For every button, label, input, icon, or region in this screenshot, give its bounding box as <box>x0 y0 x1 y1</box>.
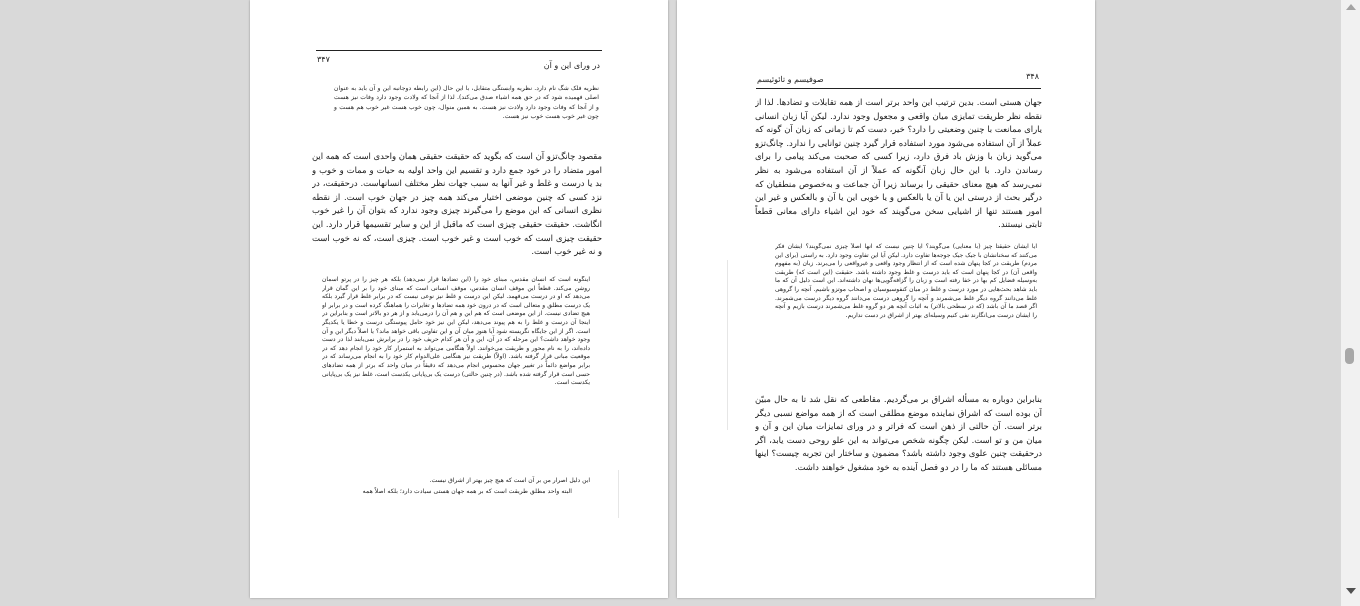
header-rule <box>756 88 1041 89</box>
scroll-up-arrow-icon[interactable] <box>1346 4 1356 10</box>
footnote-block: اینگونه است که انسان مقدس، مبنای خود را (این تضادها قرار نمی‌دهد) بلکه هر چیز را در پرتو آسمان روشن می‌کند. قطعاً این موقف انسان مقدس، موقف انسانی است که مبنای خود را بر این گمان قرار می‌دهد که او در درست می‌فهمد. لیکن این درست و غلط نیز نوعی نیست که در برابر غلط قرار گیرد بلکه یک درست مطلق و متعالی است که در درون خود همه تضادها و تغایرات را هماهنگ‌ کرده است و در برابر او هیچ تضادی نیست. از این موضعی است که هم این و هم آن را درمی‌یابد و از هر دو بالاتر است و بنابراین در اینجا آن درست و غلط را به هم پیوند می‌دهد، لیکن این نیز خود حامل پیوستگی درست و خطا یا یکدیگر است. اگر از این جایگاه نگریسته شود آیا هنوز میان آن و این تفاوتی باقی خواهد ماند؟ یا اصلاً دیگر این و آن وجود خواهد داشت؟ این مرحله که در آن، این و آن هر کدام حریف خود را در برابرش نمی‌یابند لذا در دست داده‌اند، را به نام محور و طریقت می‌خوانند. اولاً هنگامی می‌تواند به استمرار کار خود را انجام دهد که در موقعیت مبانی قرار گرفته باشد. (اولاً) طریقت نیز هنگامی علی‌الدوام کار خود را به انجام می‌رساند که در برابر مواضع دائماً در تغییر جهان محسوس انجام می‌دهد که دقیقاً در میان واحد که برتر از همه تضادهای حسی است قرار گرفته شده باشد. (در چنین حالتی) درست یک بی‌پایانی یکدست است، غلط نیز یک بی‌پایانی یکدست است. <box>322 276 590 387</box>
scroll-down-arrow-icon[interactable] <box>1346 588 1356 594</box>
body-paragraph: مقصود چانگ‌تزو آن است که بگوید که حقیقت حقیقی همان واحدی است که همه این امور متضاد را در خود جمع دارد و تقسیم این واحد اولیه به حیات و ممات و خوب و بد یا درست و غلط و غیر آنها به سبب جهات نظر مختلف انسانهاست. درحقیقت، در نزد کسی که چنین موضعی اختیار می‌کند همه چیز در جهان خوب است. از نقطه نظری انسانی که این موضع را می‌گیرند چیزی وجود ندارد که بتوان آن را غیر خوب انگاشت. حقیقت حقیقی چیزی است که ماقبل از این و سایر تقسیمها قرار دارد. این حقیقت چیزی است که خوب است و غیر خوب است. چیزی است، که نه خوب است و نه غیر خوب است. <box>312 151 602 257</box>
vertical-scrollbar[interactable] <box>1341 0 1360 606</box>
closing-line: البته واحد مطلق طریقت است که بر همه جهان هستی سیادت دارد؛ بلکه اصلاً همه <box>362 488 572 495</box>
closing-paragraph: بنابراین دوباره به مسأله اشراق بر می‌گردیم. مقاطعی که نقل شد تا به حال مبیّن آن بوده است که اشراق نماینده موضع مطلقی است که از همه مواضع نسبی دیگر برتر است. آن حالتی از ذهن است که فراتر و در ورای تمایزات میان این و آن و میان من و تو است. لیکن چگونه شخص می‌تواند به این علو روحی دست یابد، اگر درحقیقت چنین علوی وجود داشته باشد؟ مضمون و ساختار این تجربه چیست؟ اینها مسائلی هستند که ما را در دو فصل آینده به خود مشغول خواهند داشت. <box>755 394 1042 472</box>
header-rule <box>316 50 602 51</box>
footnote-block: آیا ایشان حقیقتاً چیز (با معنایی) می‌گویند؟ آیا چنین نیست که آنها اصلاً چیزی نمی‌گویند؟ ایشان فکر می‌کنند که سخنانشان با جیک جیک جوجه‌ها تفاوت دارد. لیکن آیا این تفاوت وجود دارد. به راستی (برای این مردم) طریقت در کجا پنهان شده است که از انتظار وجود واقعی و غیرواقعی را می‌برند. زبان (به مفهوم واقعی آن) در کجا پنهان است که باید درست و غلط وجود داشته باشد. حقیقت (این است که) طریقت به‌وسیله فضایل کم بها در خفا رفته است و زبان را گزافه‌گویی‌ها نهان داشته‌اند. این است دلیل آن که ما باید شاهد بحث‌هایی در مورد درست و غلط در میان کنفوسیوسیان و اصحاب موتزو باشیم. آنچه را گروهی غلط می‌دانند گروه دیگر غلط می‌شمرند و آنچه را گروهی درست می‌دانند گروه دیگر درست می‌شمرند. اگر قصد ما آن باشد (که در سطحی بالاتر) به اثبات آنچه هر دو گروه غلط می‌شمرند درست بازیم و آنچه را ایشان درست می‌انگارند نفی کنیم وسیله‌ای بهتر از اشراق در دست نداریم. <box>775 243 1037 319</box>
scan-edge <box>727 260 728 430</box>
running-head: در ورای این و آن <box>543 61 600 70</box>
body-paragraph: جهان هستی است. بدین ترتیب این واحد برتر است از همه تقابلات و تضادها. لذا از نقطه نظر طریقت تمایزی میان واقعی و مجعول وجود ندارد. لیکن آیا زبان انسانی یارای ممانعت با چنین وضعیتی را دارد؟ خیر، دست کم تا زمانی که زبان آن گونه که عملاً از آن استفاده می‌شود مورد استفاده قرار گیرد چنین توانایی را ندارد. چانگ‌تزو می‌گوید زبان با وزش باد فرق دارد، زیرا کسی که صحبت می‌کند پیامی را برای رساندن دارد. با این حال زبان آنگونه که عملاً از آن استفاده می‌شود به نظر نمی‌رسد که هیچ معنای حقیقی را برساند زیرا آن جماعت و به‌خصوص منطقیان که درگیر بحث از درستی این یا آن یا بالعکس و یا خوبی این یا آن و بالعکس و غیر این امور هستند تنها از اشیایی سخن می‌گویند که خود این اشیاء دارای معانی قطعاً ثابتی نیستند. <box>755 97 1042 230</box>
intro-paragraph: نظریه فلک شگ نام دارد. نظریه وابستگی متقابل، با این حال (این رابطه دوجانبه این و آن باید به عنوان اصلی فهمیده شود که در حق همه اشیاء صدق می‌کند). لذا از آنجا که ولادت وجود دارد وفات نیز هست و از آنجا که وفات وجود دارد ولادت نیز هست. به همین منوال، چون خوب هست غیر خوب هم هست و چون غیر خوب هست خوب نیز هست. <box>334 85 599 121</box>
page-number: ۳۴۸ <box>1026 72 1039 81</box>
running-head: صوفیسم و تائوئیسم <box>757 75 824 84</box>
scrollbar-thumb[interactable] <box>1345 348 1354 364</box>
page-348 <box>677 0 1095 598</box>
page-347 <box>250 0 668 598</box>
footnote-tail: این دلیل اصرار من بر آن است که هیچ چیز بهتر از اشراق نیست. <box>429 477 590 484</box>
page-number: ۳۴۷ <box>317 55 330 64</box>
scan-edge <box>618 470 619 518</box>
